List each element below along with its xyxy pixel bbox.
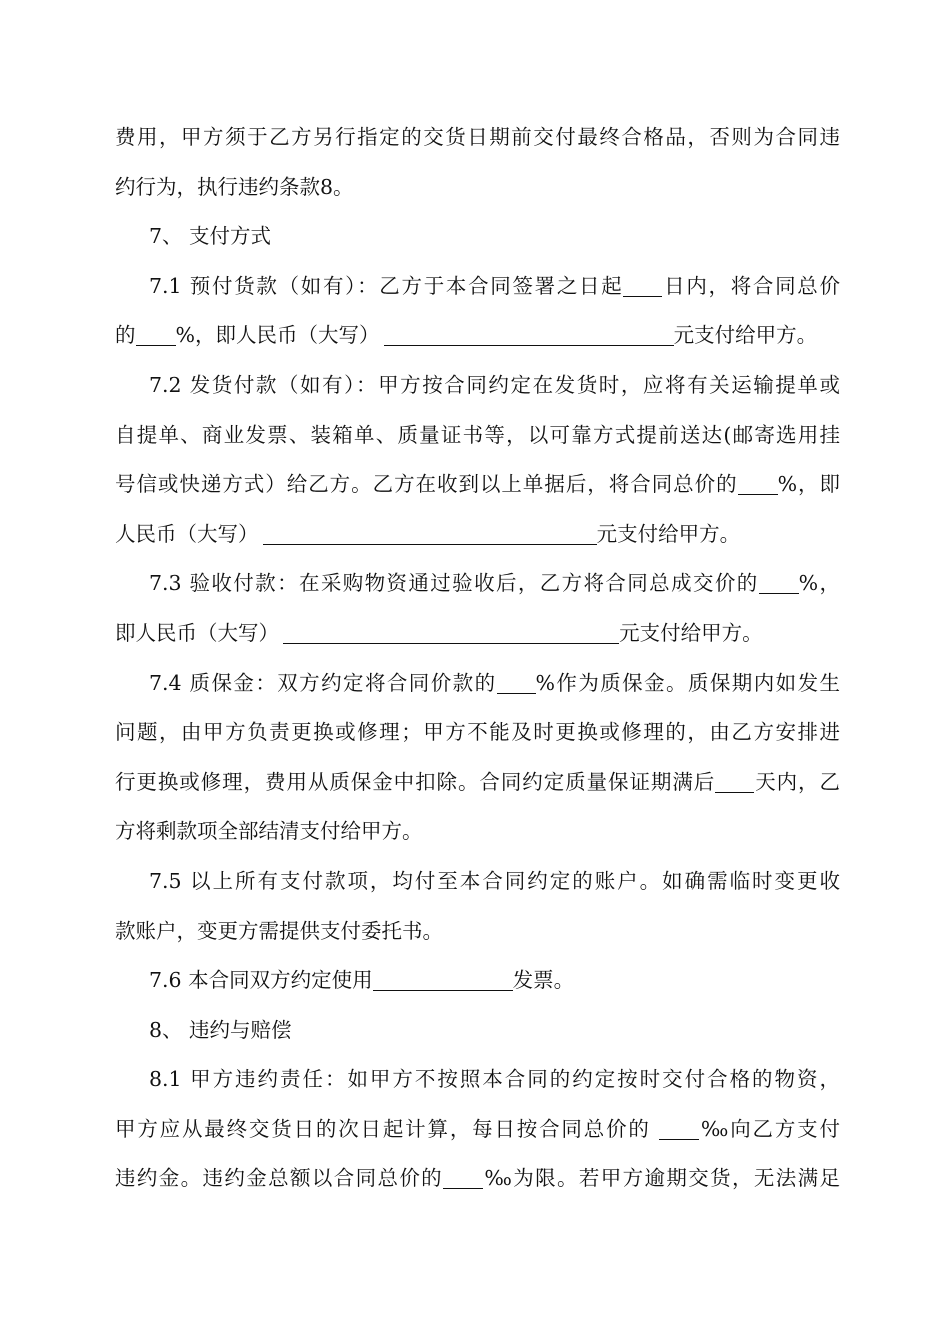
clause-text: %作为质保金。质保期内如发生 xyxy=(535,670,840,695)
clause-text: 甲方应从最终交货日的次日起计算，每日按合同总价的 xyxy=(115,1116,660,1141)
fill-blank-amount-in-words[interactable] xyxy=(263,522,597,545)
section-heading-payment-method: 7、 支付方式 xyxy=(149,224,272,249)
clause-7-6-line xyxy=(115,956,840,1006)
clause-text: 7.6 本合同双方约定使用 xyxy=(149,968,373,993)
clause-text: 的 xyxy=(115,323,136,348)
clause-7-2-line xyxy=(115,460,840,510)
clause-text: ‰向乙方支付 xyxy=(699,1116,840,1141)
clause-7-2-line xyxy=(115,510,840,560)
clause-text: 7.1 预付货款（如有）：乙方于本合同签署之日起 xyxy=(149,273,624,298)
fill-blank-percent[interactable] xyxy=(497,671,536,694)
fill-blank-days[interactable] xyxy=(715,770,754,793)
clause-8-1-line xyxy=(115,1105,840,1155)
clause-7-3-line xyxy=(115,609,840,659)
contract-page xyxy=(115,113,840,1204)
fill-blank-invoice-type[interactable] xyxy=(373,968,513,991)
clause-text: 人民币（大写） xyxy=(115,521,259,546)
clause-text: 7.4 质保金：双方约定将合同价款的 xyxy=(149,670,497,695)
clause-text: 日内，将合同总价 xyxy=(662,273,840,298)
clause-7-5-line: 7.5 以上所有支付款项，均付至本合同约定的账户。如确需临时变更收 xyxy=(149,868,840,893)
clause-text: 违约金。违约金总额以合同总价的 xyxy=(115,1166,444,1191)
clause-text: %，即人民币（大写） xyxy=(175,323,380,348)
section-heading-breach-compensation: 8、 违约与赔偿 xyxy=(149,1017,292,1042)
fill-blank-percent[interactable] xyxy=(738,472,778,495)
clause-7-4-line: 问题，由甲方负责更换或修理；甲方不能及时更换或修理的，由乙方安排进 xyxy=(115,720,840,745)
clause-7-2-line: 7.2 发货付款（如有）：甲方按合同约定在发货时，应将有关运输提单或 xyxy=(149,372,840,397)
paragraph-line: 费用，甲方须于乙方另行指定的交货日期前交付最终合格品，否则为合同违 xyxy=(115,125,840,149)
clause-text: 天内，乙 xyxy=(754,769,840,794)
clause-7-1-line xyxy=(115,311,840,361)
clause-7-5-line: 款账户，变更方需提供支付委托书。 xyxy=(115,918,443,943)
clause-7-1-line xyxy=(115,262,840,312)
clause-7-4-line: 方将剩款项全部结清支付给甲方。 xyxy=(115,819,423,844)
clause-text: 元支付给甲方。 xyxy=(596,521,741,546)
clause-text: 7.3 验收付款：在采购物资通过验收后，乙方将合同总成交价的 xyxy=(149,571,759,596)
clause-text: 行更换或修理，费用从质保金中扣除。合同约定质量保证期满后 xyxy=(115,769,716,794)
clause-text: 号信或快递方式）给乙方。乙方在收到以上单据后，将合同总价的 xyxy=(115,472,738,497)
clause-8-1-line xyxy=(115,1154,840,1204)
clause-7-2-line: 自提单、商业发票、装箱单、质量证书等，以可靠方式提前送达(邮寄选用挂 xyxy=(115,422,840,447)
fill-blank-percent[interactable] xyxy=(759,571,799,594)
clause-text: %，即 xyxy=(777,472,840,497)
clause-text: %， xyxy=(798,571,840,596)
clause-7-4-line xyxy=(115,659,840,709)
clause-text: ‰为限。若甲方逾期交货，无法满足 xyxy=(483,1166,840,1191)
fill-blank-amount-in-words[interactable] xyxy=(283,621,619,644)
fill-blank-days[interactable] xyxy=(623,274,662,297)
clause-8-1-line: 8.1 甲方违约责任：如甲方不按照本合同的约定按时交付合格的物资， xyxy=(149,1067,840,1092)
clause-text: 元支付给甲方。 xyxy=(619,620,763,645)
clause-text: 即人民币（大写） xyxy=(115,620,279,645)
fill-blank-per-mille[interactable] xyxy=(659,1117,699,1140)
fill-blank-percent[interactable] xyxy=(136,323,176,346)
clause-text: 元支付给甲方。 xyxy=(673,323,818,348)
paragraph-line: 约行为，执行违约条款8。 xyxy=(115,174,354,199)
clause-7-3-line xyxy=(115,559,840,609)
clause-text: 发票。 xyxy=(512,968,575,993)
fill-blank-per-mille[interactable] xyxy=(443,1166,483,1189)
fill-blank-amount-in-words[interactable] xyxy=(384,323,674,346)
clause-7-4-line xyxy=(115,758,840,808)
